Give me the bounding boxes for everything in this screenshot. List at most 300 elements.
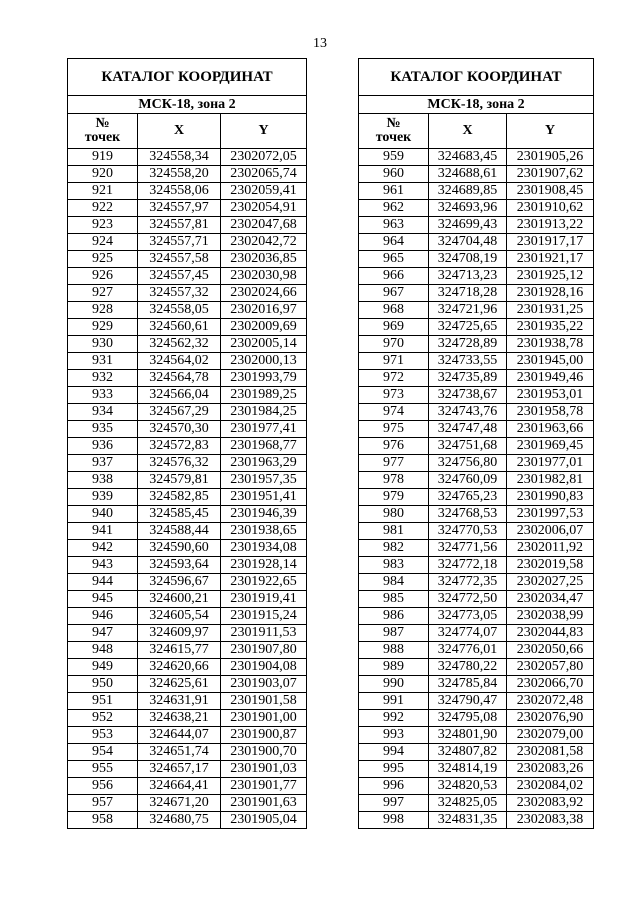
point-number-cell: 955 [68,761,138,778]
x-coordinate-cell: 324557,58 [138,251,221,268]
y-coordinate-cell: 2301951,41 [221,489,307,506]
table-row [359,217,594,234]
table-row [68,574,307,591]
point-number-cell: 933 [68,387,138,404]
y-coordinate-cell: 2302009,69 [221,319,307,336]
x-coordinate-cell: 324605,54 [138,608,221,625]
table-row [68,625,307,642]
table-row [359,336,594,353]
table-row [68,302,307,319]
y-coordinate-cell: 2301928,16 [507,285,594,302]
y-coordinate-cell: 2301913,22 [507,217,594,234]
x-coordinate-cell: 324790,47 [429,693,507,710]
table-row [359,353,594,370]
y-coordinate-cell: 2301977,01 [507,455,594,472]
y-coordinate-cell: 2302054,91 [221,200,307,217]
table-row [359,540,594,557]
point-number-cell: 931 [68,353,138,370]
y-coordinate-cell: 2301911,53 [221,625,307,642]
table-row [359,812,594,829]
x-coordinate-cell: 324558,34 [138,149,221,166]
table-row [359,285,594,302]
table-row [359,251,594,268]
y-coordinate-cell: 2302079,00 [507,727,594,744]
y-coordinate-cell: 2301982,81 [507,472,594,489]
x-coordinate-cell: 324671,20 [138,795,221,812]
point-number-cell: 988 [359,642,429,659]
x-coordinate-cell: 324557,32 [138,285,221,302]
y-coordinate-cell: 2301946,39 [221,506,307,523]
y-coordinate-cell: 2301935,22 [507,319,594,336]
x-coordinate-cell: 324693,96 [429,200,507,217]
x-coordinate-cell: 324825,05 [429,795,507,812]
x-coordinate-cell: 324807,82 [429,744,507,761]
table-row [359,319,594,336]
y-coordinate-cell: 2301953,01 [507,387,594,404]
table-row [359,472,594,489]
x-coordinate-cell: 324557,45 [138,268,221,285]
x-coordinate-cell: 324738,67 [429,387,507,404]
table-row [68,319,307,336]
point-number-cell: 993 [359,727,429,744]
y-coordinate-cell: 2301921,17 [507,251,594,268]
point-number-cell: 941 [68,523,138,540]
coordinate-catalog-table-right [358,58,594,829]
y-coordinate-cell: 2302019,58 [507,557,594,574]
y-coordinate-cell: 2302000,13 [221,353,307,370]
column-header-y: Y [221,114,307,149]
point-number-cell: 968 [359,302,429,319]
catalog-title: КАТАЛОГ КООРДИНАТ [359,59,594,96]
y-coordinate-cell: 2301984,25 [221,404,307,421]
table-row [68,438,307,455]
x-coordinate-cell: 324689,85 [429,183,507,200]
table-row [359,761,594,778]
x-coordinate-cell: 324631,91 [138,693,221,710]
table-row [359,778,594,795]
table-row [68,523,307,540]
y-coordinate-cell: 2301900,87 [221,727,307,744]
y-coordinate-cell: 2302030,98 [221,268,307,285]
point-number-cell: 930 [68,336,138,353]
y-coordinate-cell: 2301963,66 [507,421,594,438]
point-number-cell: 995 [359,761,429,778]
point-number-cell: 997 [359,795,429,812]
point-number-cell: 970 [359,336,429,353]
y-coordinate-cell: 2302083,38 [507,812,594,829]
table-row [359,370,594,387]
point-number-cell: 974 [359,404,429,421]
column-header-point [359,114,429,149]
x-coordinate-cell: 324713,23 [429,268,507,285]
y-coordinate-cell: 2301901,63 [221,795,307,812]
table-row [359,183,594,200]
y-coordinate-cell: 2302047,68 [221,217,307,234]
column-header-y: Y [507,114,594,149]
x-coordinate-cell: 324772,18 [429,557,507,574]
x-coordinate-cell: 324567,29 [138,404,221,421]
x-coordinate-cell: 324801,90 [429,727,507,744]
x-coordinate-cell: 324593,64 [138,557,221,574]
table-row [359,489,594,506]
y-coordinate-cell: 2302042,72 [221,234,307,251]
point-number-cell: 952 [68,710,138,727]
table-row [68,353,307,370]
x-coordinate-cell: 324657,17 [138,761,221,778]
y-coordinate-cell: 2301908,45 [507,183,594,200]
x-coordinate-cell: 324743,76 [429,404,507,421]
point-number-cell: 958 [68,812,138,829]
table-row [68,693,307,710]
x-coordinate-cell: 324795,08 [429,710,507,727]
point-number-cell: 921 [68,183,138,200]
point-number-cell: 920 [68,166,138,183]
y-coordinate-cell: 2301968,77 [221,438,307,455]
table-row [68,557,307,574]
x-coordinate-cell: 324774,07 [429,625,507,642]
y-coordinate-cell: 2301949,46 [507,370,594,387]
point-number-cell: 991 [359,693,429,710]
x-coordinate-cell: 324771,56 [429,540,507,557]
x-coordinate-cell: 324558,20 [138,166,221,183]
y-coordinate-cell: 2301928,14 [221,557,307,574]
x-coordinate-cell: 324664,41 [138,778,221,795]
x-coordinate-cell: 324585,45 [138,506,221,523]
column-header-point-label: точек [375,130,412,145]
table-row [68,268,307,285]
table-row [68,489,307,506]
x-coordinate-cell: 324572,83 [138,438,221,455]
x-coordinate-cell: 324770,53 [429,523,507,540]
x-coordinate-cell: 324768,53 [429,506,507,523]
x-coordinate-cell: 324564,78 [138,370,221,387]
x-coordinate-cell: 324588,44 [138,523,221,540]
column-header-x: X [138,114,221,149]
table-row [68,591,307,608]
table-row [359,693,594,710]
y-coordinate-cell: 2301910,62 [507,200,594,217]
table-row [68,761,307,778]
point-number-cell: 967 [359,285,429,302]
table-row [359,421,594,438]
x-coordinate-cell: 324718,28 [429,285,507,302]
table-row [68,506,307,523]
x-coordinate-cell: 324596,67 [138,574,221,591]
y-coordinate-cell: 2302065,74 [221,166,307,183]
y-coordinate-cell: 2302005,14 [221,336,307,353]
y-coordinate-cell: 2301919,41 [221,591,307,608]
y-coordinate-cell: 2302066,70 [507,676,594,693]
y-coordinate-cell: 2302016,97 [221,302,307,319]
page-number: 13 [313,36,327,51]
catalog-rows [68,149,307,829]
catalog-title: КАТАЛОГ КООРДИНАТ [68,59,307,96]
point-number-cell: 973 [359,387,429,404]
x-coordinate-cell: 324680,75 [138,812,221,829]
point-number-cell: 942 [68,540,138,557]
table-row [68,795,307,812]
x-coordinate-cell: 324820,53 [429,778,507,795]
x-coordinate-cell: 324780,22 [429,659,507,676]
y-coordinate-cell: 2302083,92 [507,795,594,812]
point-number-cell: 923 [68,217,138,234]
table-row [68,370,307,387]
y-coordinate-cell: 2302006,07 [507,523,594,540]
table-row [68,166,307,183]
x-coordinate-cell: 324735,89 [429,370,507,387]
point-number-cell: 926 [68,268,138,285]
column-header-x: X [429,114,507,149]
x-coordinate-cell: 324590,60 [138,540,221,557]
point-number-cell: 953 [68,727,138,744]
point-number-cell: 962 [359,200,429,217]
x-coordinate-cell: 324688,61 [429,166,507,183]
point-number-cell: 984 [359,574,429,591]
y-coordinate-cell: 2301963,29 [221,455,307,472]
point-number-cell: 949 [68,659,138,676]
table-row [68,608,307,625]
y-coordinate-cell: 2302076,90 [507,710,594,727]
point-number-cell: 975 [359,421,429,438]
y-coordinate-cell: 2301997,53 [507,506,594,523]
point-number-cell: 971 [359,353,429,370]
x-coordinate-cell: 324751,68 [429,438,507,455]
table-row [68,744,307,761]
point-number-cell: 961 [359,183,429,200]
point-number-cell: 932 [68,370,138,387]
point-number-cell: 959 [359,149,429,166]
y-coordinate-cell: 2302084,02 [507,778,594,795]
column-header-point-symbol: № [386,116,401,131]
point-number-cell: 960 [359,166,429,183]
point-number-cell: 979 [359,489,429,506]
y-coordinate-cell: 2301945,00 [507,353,594,370]
table-row [68,336,307,353]
point-number-cell: 996 [359,778,429,795]
table-row [68,251,307,268]
point-number-cell: 951 [68,693,138,710]
x-coordinate-cell: 324772,35 [429,574,507,591]
point-number-cell: 966 [359,268,429,285]
table-row [359,744,594,761]
x-coordinate-cell: 324747,48 [429,421,507,438]
point-number-cell: 922 [68,200,138,217]
table-row [359,455,594,472]
point-number-cell: 989 [359,659,429,676]
x-coordinate-cell: 324625,61 [138,676,221,693]
y-coordinate-cell: 2302011,92 [507,540,594,557]
x-coordinate-cell: 324620,66 [138,659,221,676]
y-coordinate-cell: 2302072,05 [221,149,307,166]
table-row [359,200,594,217]
y-coordinate-cell: 2301938,78 [507,336,594,353]
y-coordinate-cell: 2301901,00 [221,710,307,727]
y-coordinate-cell: 2301931,25 [507,302,594,319]
table-row [68,455,307,472]
y-coordinate-cell: 2302050,66 [507,642,594,659]
point-number-cell: 994 [359,744,429,761]
y-coordinate-cell: 2301915,24 [221,608,307,625]
y-coordinate-cell: 2302038,99 [507,608,594,625]
y-coordinate-cell: 2301905,26 [507,149,594,166]
table-row [68,387,307,404]
point-number-cell: 963 [359,217,429,234]
table-row [359,625,594,642]
y-coordinate-cell: 2301901,03 [221,761,307,778]
point-number-cell: 965 [359,251,429,268]
point-number-cell: 939 [68,489,138,506]
x-coordinate-cell: 324644,07 [138,727,221,744]
table-row [359,506,594,523]
x-coordinate-cell: 324776,01 [429,642,507,659]
point-number-cell: 985 [359,591,429,608]
x-coordinate-cell: 324576,32 [138,455,221,472]
table-row [359,268,594,285]
table-row [359,387,594,404]
point-number-cell: 924 [68,234,138,251]
table-row [68,642,307,659]
x-coordinate-cell: 324582,85 [138,489,221,506]
y-coordinate-cell: 2301977,41 [221,421,307,438]
table-row [359,149,594,166]
table-row [359,659,594,676]
point-number-cell: 972 [359,370,429,387]
x-coordinate-cell: 324773,05 [429,608,507,625]
x-coordinate-cell: 324785,84 [429,676,507,693]
point-number-cell: 948 [68,642,138,659]
point-number-cell: 925 [68,251,138,268]
y-coordinate-cell: 2302034,47 [507,591,594,608]
y-coordinate-cell: 2302044,83 [507,625,594,642]
table-row [68,285,307,302]
table-row [359,710,594,727]
x-coordinate-cell: 324558,06 [138,183,221,200]
point-number-cell: 944 [68,574,138,591]
x-coordinate-cell: 324615,77 [138,642,221,659]
table-row [68,727,307,744]
point-number-cell: 983 [359,557,429,574]
x-coordinate-cell: 324756,80 [429,455,507,472]
y-coordinate-cell: 2301969,45 [507,438,594,455]
x-coordinate-cell: 324814,19 [429,761,507,778]
point-number-cell: 937 [68,455,138,472]
table-row [68,540,307,557]
y-coordinate-cell: 2302024,66 [221,285,307,302]
y-coordinate-cell: 2301925,12 [507,268,594,285]
point-number-cell: 980 [359,506,429,523]
y-coordinate-cell: 2301907,62 [507,166,594,183]
table-row [68,472,307,489]
y-coordinate-cell: 2302059,41 [221,183,307,200]
x-coordinate-cell: 324579,81 [138,472,221,489]
y-coordinate-cell: 2301957,35 [221,472,307,489]
table-row [68,676,307,693]
x-coordinate-cell: 324557,81 [138,217,221,234]
point-number-cell: 956 [68,778,138,795]
y-coordinate-cell: 2302083,26 [507,761,594,778]
point-number-cell: 957 [68,795,138,812]
table-row [359,608,594,625]
y-coordinate-cell: 2301901,58 [221,693,307,710]
catalog-rows [359,149,594,829]
table-row [68,710,307,727]
x-coordinate-cell: 324728,89 [429,336,507,353]
table-row [359,795,594,812]
point-number-cell: 940 [68,506,138,523]
table-row [68,404,307,421]
point-number-cell: 950 [68,676,138,693]
table-row [359,302,594,319]
point-number-cell: 947 [68,625,138,642]
x-coordinate-cell: 324721,96 [429,302,507,319]
x-coordinate-cell: 324557,97 [138,200,221,217]
table-row [359,438,594,455]
point-number-cell: 969 [359,319,429,336]
x-coordinate-cell: 324564,02 [138,353,221,370]
point-number-cell: 936 [68,438,138,455]
table-row [68,200,307,217]
table-row [359,404,594,421]
column-header-point [68,114,138,149]
catalog-subtitle: МСК-18, зона 2 [359,96,594,114]
y-coordinate-cell: 2302057,80 [507,659,594,676]
x-coordinate-cell: 324562,32 [138,336,221,353]
table-row [68,217,307,234]
x-coordinate-cell: 324560,61 [138,319,221,336]
x-coordinate-cell: 324725,65 [429,319,507,336]
y-coordinate-cell: 2301922,65 [221,574,307,591]
point-number-cell: 943 [68,557,138,574]
y-coordinate-cell: 2302027,25 [507,574,594,591]
y-coordinate-cell: 2301993,79 [221,370,307,387]
y-coordinate-cell: 2301917,17 [507,234,594,251]
point-number-cell: 946 [68,608,138,625]
catalog-subtitle: МСК-18, зона 2 [68,96,307,114]
x-coordinate-cell: 324651,74 [138,744,221,761]
point-number-cell: 938 [68,472,138,489]
table-row [68,421,307,438]
point-number-cell: 929 [68,319,138,336]
point-number-cell: 954 [68,744,138,761]
table-row [359,234,594,251]
y-coordinate-cell: 2301958,78 [507,404,594,421]
x-coordinate-cell: 324609,97 [138,625,221,642]
column-header-point-label: точек [84,130,121,145]
column-header-point-symbol: № [95,116,110,131]
x-coordinate-cell: 324570,30 [138,421,221,438]
table-row [359,523,594,540]
x-coordinate-cell: 324708,19 [429,251,507,268]
x-coordinate-cell: 324566,04 [138,387,221,404]
x-coordinate-cell: 324765,23 [429,489,507,506]
table-row [68,659,307,676]
point-number-cell: 981 [359,523,429,540]
table-row [359,166,594,183]
table-row [68,183,307,200]
y-coordinate-cell: 2302072,48 [507,693,594,710]
y-coordinate-cell: 2301938,65 [221,523,307,540]
x-coordinate-cell: 324638,21 [138,710,221,727]
table-row [359,676,594,693]
table-row [359,557,594,574]
x-coordinate-cell: 324600,21 [138,591,221,608]
x-coordinate-cell: 324704,48 [429,234,507,251]
x-coordinate-cell: 324733,55 [429,353,507,370]
point-number-cell: 964 [359,234,429,251]
x-coordinate-cell: 324760,09 [429,472,507,489]
point-number-cell: 976 [359,438,429,455]
y-coordinate-cell: 2301990,83 [507,489,594,506]
